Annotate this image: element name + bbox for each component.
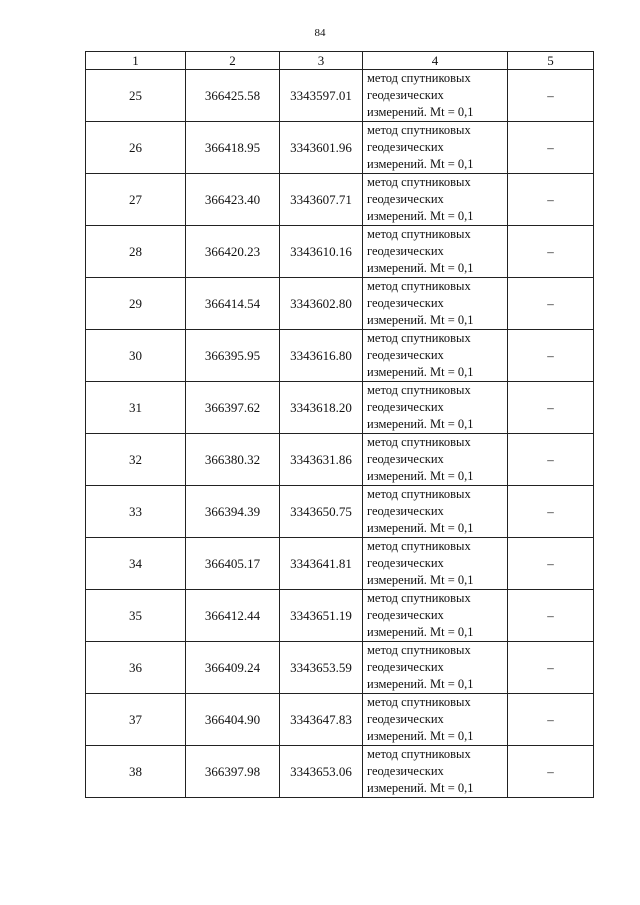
- table-body: [86, 70, 594, 798]
- method-text-line: геодезических: [367, 296, 444, 310]
- method-text-line: измерений. Mt = 0,1: [367, 469, 474, 483]
- method-text-line: метод спутниковых: [367, 331, 471, 345]
- y-coordinate-cell: 3343653.06: [280, 746, 363, 798]
- note-cell: –: [508, 174, 594, 226]
- method-text-line: измерений. Mt = 0,1: [367, 521, 474, 535]
- method-text-line: геодезических: [367, 348, 444, 362]
- table-header-row: [86, 52, 594, 70]
- y-coordinate-cell: 3343650.75: [280, 486, 363, 538]
- x-coordinate-cell: 366395.95: [186, 330, 280, 382]
- note-cell: –: [508, 70, 594, 122]
- note-cell: –: [508, 382, 594, 434]
- method-text-line: метод спутниковых: [367, 123, 471, 137]
- x-coordinate-cell: 366414.54: [186, 278, 280, 330]
- method-text-line: метод спутниковых: [367, 227, 471, 241]
- y-coordinate-cell: 3343601.96: [280, 122, 363, 174]
- y-coordinate-cell: 3343651.19: [280, 590, 363, 642]
- y-coordinate-cell: 3343653.59: [280, 642, 363, 694]
- y-coordinate-cell: 3343607.71: [280, 174, 363, 226]
- coordinates-table: [85, 51, 594, 798]
- point-number-cell: 38: [86, 746, 186, 798]
- method-text-line: измерений. Mt = 0,1: [367, 729, 474, 743]
- note-cell: –: [508, 122, 594, 174]
- x-coordinate-cell: 366380.32: [186, 434, 280, 486]
- table-row: [86, 330, 594, 382]
- table-row: [86, 70, 594, 122]
- method-text-line: метод спутниковых: [367, 747, 471, 761]
- method-text-line: геодезических: [367, 244, 444, 258]
- method-text-line: измерений. Mt = 0,1: [367, 209, 474, 223]
- method-cell: [363, 746, 508, 798]
- y-coordinate-cell: 3343610.16: [280, 226, 363, 278]
- table-row: [86, 590, 594, 642]
- method-text-line: метод спутниковых: [367, 279, 471, 293]
- method-text-line: метод спутниковых: [367, 71, 471, 85]
- column-header-5: 5: [508, 52, 594, 70]
- y-coordinate-cell: 3343641.81: [280, 538, 363, 590]
- x-coordinate-cell: 366397.98: [186, 746, 280, 798]
- table-row: [86, 486, 594, 538]
- y-coordinate-cell: 3343647.83: [280, 694, 363, 746]
- x-coordinate-cell: 366409.24: [186, 642, 280, 694]
- note-cell: –: [508, 434, 594, 486]
- point-number-cell: 33: [86, 486, 186, 538]
- method-cell: [363, 278, 508, 330]
- x-coordinate-cell: 366420.23: [186, 226, 280, 278]
- x-coordinate-cell: 366412.44: [186, 590, 280, 642]
- x-coordinate-cell: 366423.40: [186, 174, 280, 226]
- y-coordinate-cell: 3343631.86: [280, 434, 363, 486]
- method-text-line: измерений. Mt = 0,1: [367, 105, 474, 119]
- method-cell: [363, 590, 508, 642]
- y-coordinate-cell: 3343602.80: [280, 278, 363, 330]
- table-row: [86, 122, 594, 174]
- method-cell: [363, 330, 508, 382]
- method-cell: [363, 694, 508, 746]
- column-header-4: 4: [363, 52, 508, 70]
- point-number-cell: 37: [86, 694, 186, 746]
- page-number: 84: [314, 27, 326, 39]
- x-coordinate-cell: 366405.17: [186, 538, 280, 590]
- method-text-line: геодезических: [367, 608, 444, 622]
- table-row: [86, 226, 594, 278]
- point-number-cell: 25: [86, 70, 186, 122]
- x-coordinate-cell: 366404.90: [186, 694, 280, 746]
- y-coordinate-cell: 3343597.01: [280, 70, 363, 122]
- method-text-line: измерений. Mt = 0,1: [367, 313, 474, 327]
- method-text-line: измерений. Mt = 0,1: [367, 365, 474, 379]
- point-number-cell: 35: [86, 590, 186, 642]
- method-text-line: измерений. Mt = 0,1: [367, 157, 474, 171]
- table-row: [86, 694, 594, 746]
- table-row: [86, 278, 594, 330]
- note-cell: –: [508, 330, 594, 382]
- point-number-cell: 32: [86, 434, 186, 486]
- method-text-line: геодезических: [367, 556, 444, 570]
- method-text-line: метод спутниковых: [367, 175, 471, 189]
- point-number-cell: 34: [86, 538, 186, 590]
- point-number-cell: 27: [86, 174, 186, 226]
- method-text-line: геодезических: [367, 140, 444, 154]
- method-cell: [363, 174, 508, 226]
- table-row: [86, 642, 594, 694]
- method-text-line: метод спутниковых: [367, 487, 471, 501]
- method-text-line: метод спутниковых: [367, 591, 471, 605]
- point-number-cell: 36: [86, 642, 186, 694]
- note-cell: –: [508, 590, 594, 642]
- method-text-line: геодезических: [367, 452, 444, 466]
- method-text-line: метод спутниковых: [367, 539, 471, 553]
- method-cell: [363, 434, 508, 486]
- y-coordinate-cell: 3343618.20: [280, 382, 363, 434]
- method-text-line: геодезических: [367, 192, 444, 206]
- method-cell: [363, 642, 508, 694]
- method-text-line: измерений. Mt = 0,1: [367, 677, 474, 691]
- point-number-cell: 26: [86, 122, 186, 174]
- method-cell: [363, 122, 508, 174]
- point-number-cell: 30: [86, 330, 186, 382]
- note-cell: –: [508, 538, 594, 590]
- column-header-2: 2: [186, 52, 280, 70]
- method-text-line: геодезических: [367, 400, 444, 414]
- method-cell: [363, 382, 508, 434]
- column-header-3: 3: [280, 52, 363, 70]
- method-text-line: измерений. Mt = 0,1: [367, 573, 474, 587]
- method-text-line: измерений. Mt = 0,1: [367, 781, 474, 795]
- x-coordinate-cell: 366425.58: [186, 70, 280, 122]
- method-text-line: метод спутниковых: [367, 643, 471, 657]
- point-number-cell: 28: [86, 226, 186, 278]
- point-number-cell: 31: [86, 382, 186, 434]
- method-text-line: измерений. Mt = 0,1: [367, 261, 474, 275]
- x-coordinate-cell: 366397.62: [186, 382, 280, 434]
- column-header-1: 1: [86, 52, 186, 70]
- method-text-line: геодезических: [367, 660, 444, 674]
- method-text-line: геодезических: [367, 504, 444, 518]
- x-coordinate-cell: 366394.39: [186, 486, 280, 538]
- note-cell: –: [508, 746, 594, 798]
- note-cell: –: [508, 694, 594, 746]
- table-row: [86, 174, 594, 226]
- method-text-line: измерений. Mt = 0,1: [367, 417, 474, 431]
- table-row: [86, 746, 594, 798]
- method-text-line: геодезических: [367, 88, 444, 102]
- method-cell: [363, 486, 508, 538]
- method-text-line: измерений. Mt = 0,1: [367, 625, 474, 639]
- method-text-line: геодезических: [367, 764, 444, 778]
- table-row: [86, 434, 594, 486]
- table-row: [86, 382, 594, 434]
- x-coordinate-cell: 366418.95: [186, 122, 280, 174]
- note-cell: –: [508, 278, 594, 330]
- method-cell: [363, 226, 508, 278]
- method-text-line: геодезических: [367, 712, 444, 726]
- method-text-line: метод спутниковых: [367, 383, 471, 397]
- note-cell: –: [508, 486, 594, 538]
- method-text-line: метод спутниковых: [367, 695, 471, 709]
- method-cell: [363, 538, 508, 590]
- note-cell: –: [508, 226, 594, 278]
- method-cell: [363, 70, 508, 122]
- note-cell: –: [508, 642, 594, 694]
- method-text-line: метод спутниковых: [367, 435, 471, 449]
- table-row: [86, 538, 594, 590]
- point-number-cell: 29: [86, 278, 186, 330]
- y-coordinate-cell: 3343616.80: [280, 330, 363, 382]
